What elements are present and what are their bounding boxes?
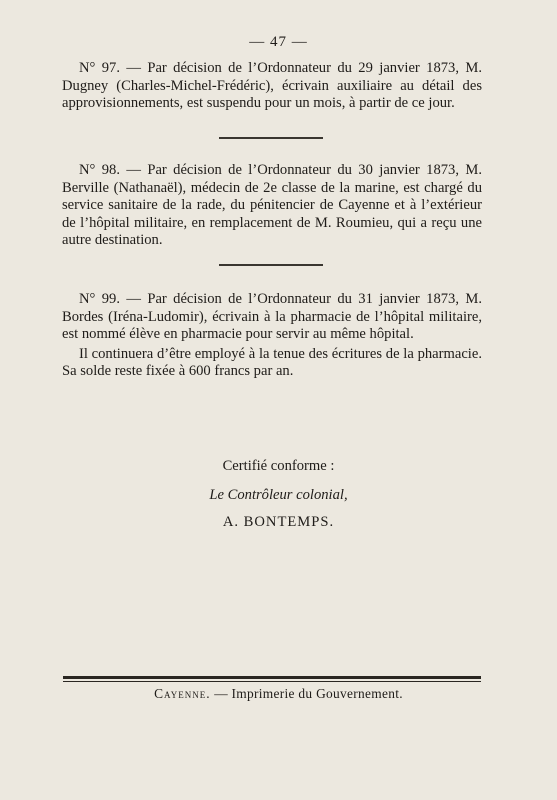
entry-text-continuation: Il continuera d’être employé à la tenue des écritures de la pharmacie. Sa solde reste fixée à 600 francs par an. [62, 345, 482, 379]
page-number: — 47 — [249, 34, 308, 50]
entry-text: N° 97. — Par décision de l’Ordonnateur du 29 janvier 1873, M. Dugney (Charles-Michel-Frédéric), écrivain auxiliaire au détail des approvisionnements, est suspendu pour un mois, à partir de ce jour. [62, 60, 482, 111]
separator-rule [219, 264, 323, 266]
footer-rule-thick [63, 676, 481, 679]
entry-text: N° 98. — Par décision de l’Ordonnateur du 30 janvier 1873, M. Berville (Nathanaël), médecin de 2e classe de la marine, est chargé du service sanitaire de la rade, du pénitencier de Cayenne et à l’extérieur de l’hôpital militaire, en remplacement de M. Roumieu, qui a reçu une autre destination. [62, 162, 482, 248]
footer-rule-thin [63, 681, 481, 682]
imprint-text: — Imprimerie du Gouvernement. [210, 686, 403, 701]
certification-line: Certifié conforme : [222, 458, 335, 474]
imprint-city: Cayenne. [154, 686, 211, 701]
printer-imprint [0, 686, 557, 702]
separator-rule [219, 137, 323, 139]
entry-text: N° 99. — Par décision de l’Ordonnateur du 31 janvier 1873, M. Bordes (Iréna-Ludomir), écrivain à la pharmacie de l’hôpital militaire, est nommé élève en pharmacie pour servir au même hôpital. [62, 291, 482, 342]
decision-entry-98 [62, 162, 482, 250]
decision-entry-97 [62, 60, 482, 113]
signatory-name: A. BONTEMPS. [222, 514, 335, 530]
decision-entry-99 [62, 291, 482, 381]
signatory-title: Le Contrôleur colonial, [209, 487, 348, 503]
